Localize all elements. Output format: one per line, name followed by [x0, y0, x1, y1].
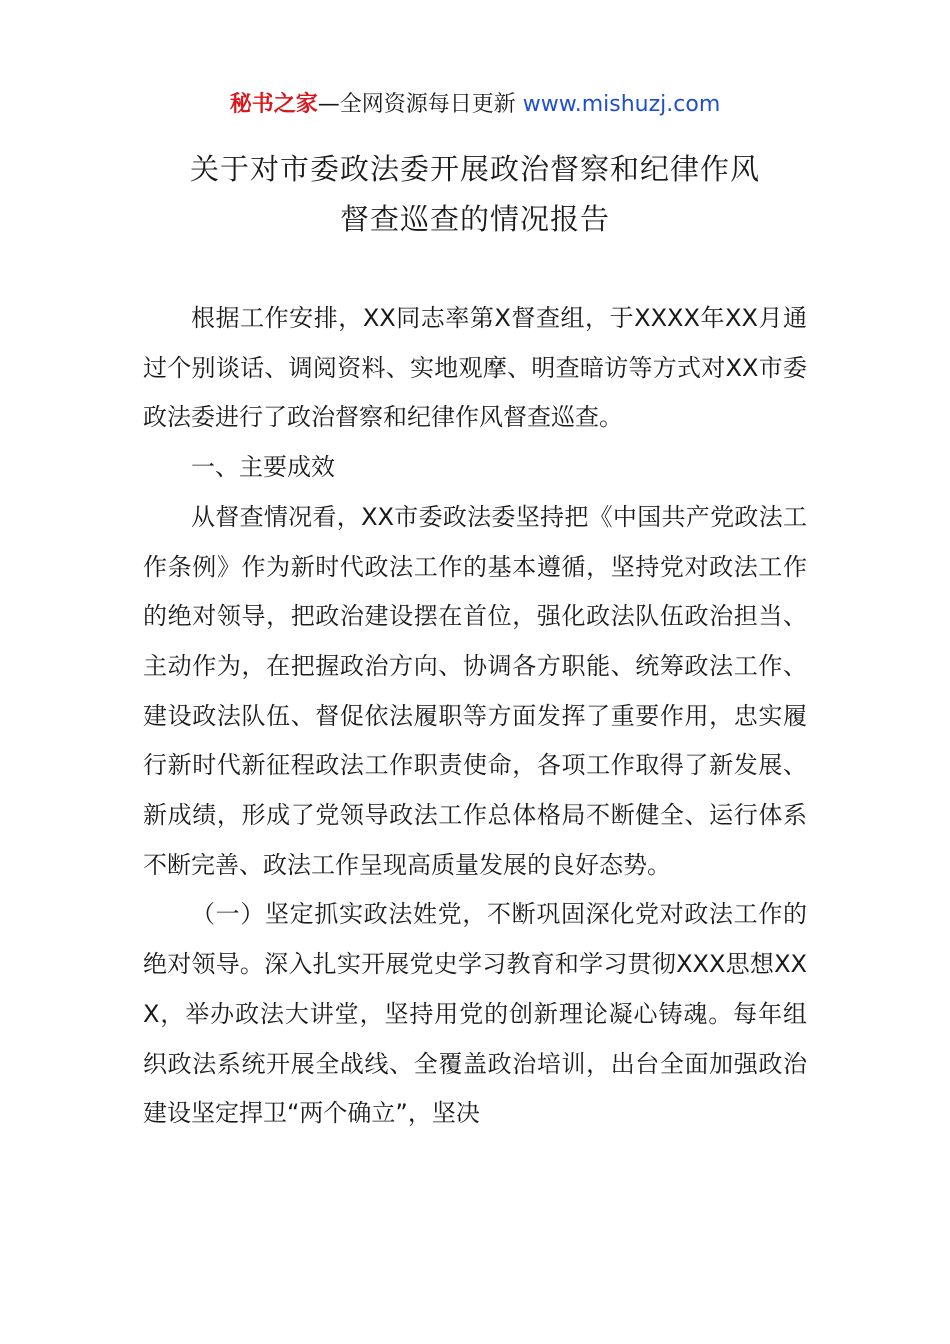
document-title-line-2: 督查巡查的情况报告: [339, 202, 610, 236]
site-banner: [0, 88, 950, 122]
banner-tagline: —全网资源每日更新: [317, 92, 516, 117]
intro-paragraph: 根据工作安排，XX同志率第X督查组，于XXXX年XX月通过个别谈话、调阅资料、实地观摩、明查暗访等方式对XX市委政法委进行了政治督察和纪律作风督查巡查。: [143, 304, 807, 432]
document-body: [143, 294, 807, 1139]
document-title-line-1: 关于对市委政法委开展政治督察和纪律作风: [189, 152, 760, 186]
section-heading: 一、主要成效: [191, 453, 335, 482]
site-link[interactable]: www.mishuzj.com: [522, 92, 721, 117]
summary-paragraph: 从督查情况看，XX市委政法委坚持把《中国共产党政法工作条例》作为新时代政法工作的基本遵循，坚持党对政法工作的绝对领导，把政治建设摆在首位，强化政法队伍政治担当、主动作为，在把握政治方向、协调各方职能、统筹政法工作、建设政法队伍、督促依法履职等方面发挥了重要作用，忠实履行新时代新征程政法工作职责使命，各项工作取得了新发展、新成绩，形成了党领导政法工作总体格局不断健全、运行体系不断完善、政法工作呈现高质量发展的良好态势。: [143, 502, 807, 879]
brand-name: 秘书之家: [229, 92, 318, 117]
subsection-paragraph: （一）坚定抓实政法姓党，不断巩固深化党对政法工作的绝对领导。深入扎实开展党史学习教育和学习贯彻XXX思想XXX，举办政法大讲堂，坚持用党的创新理论凝心铸魂。每年组织政法系统开展全战线、全覆盖政治培训，出台全面加强政治建设坚定捍卫“两个确立”，坚决: [143, 900, 807, 1128]
